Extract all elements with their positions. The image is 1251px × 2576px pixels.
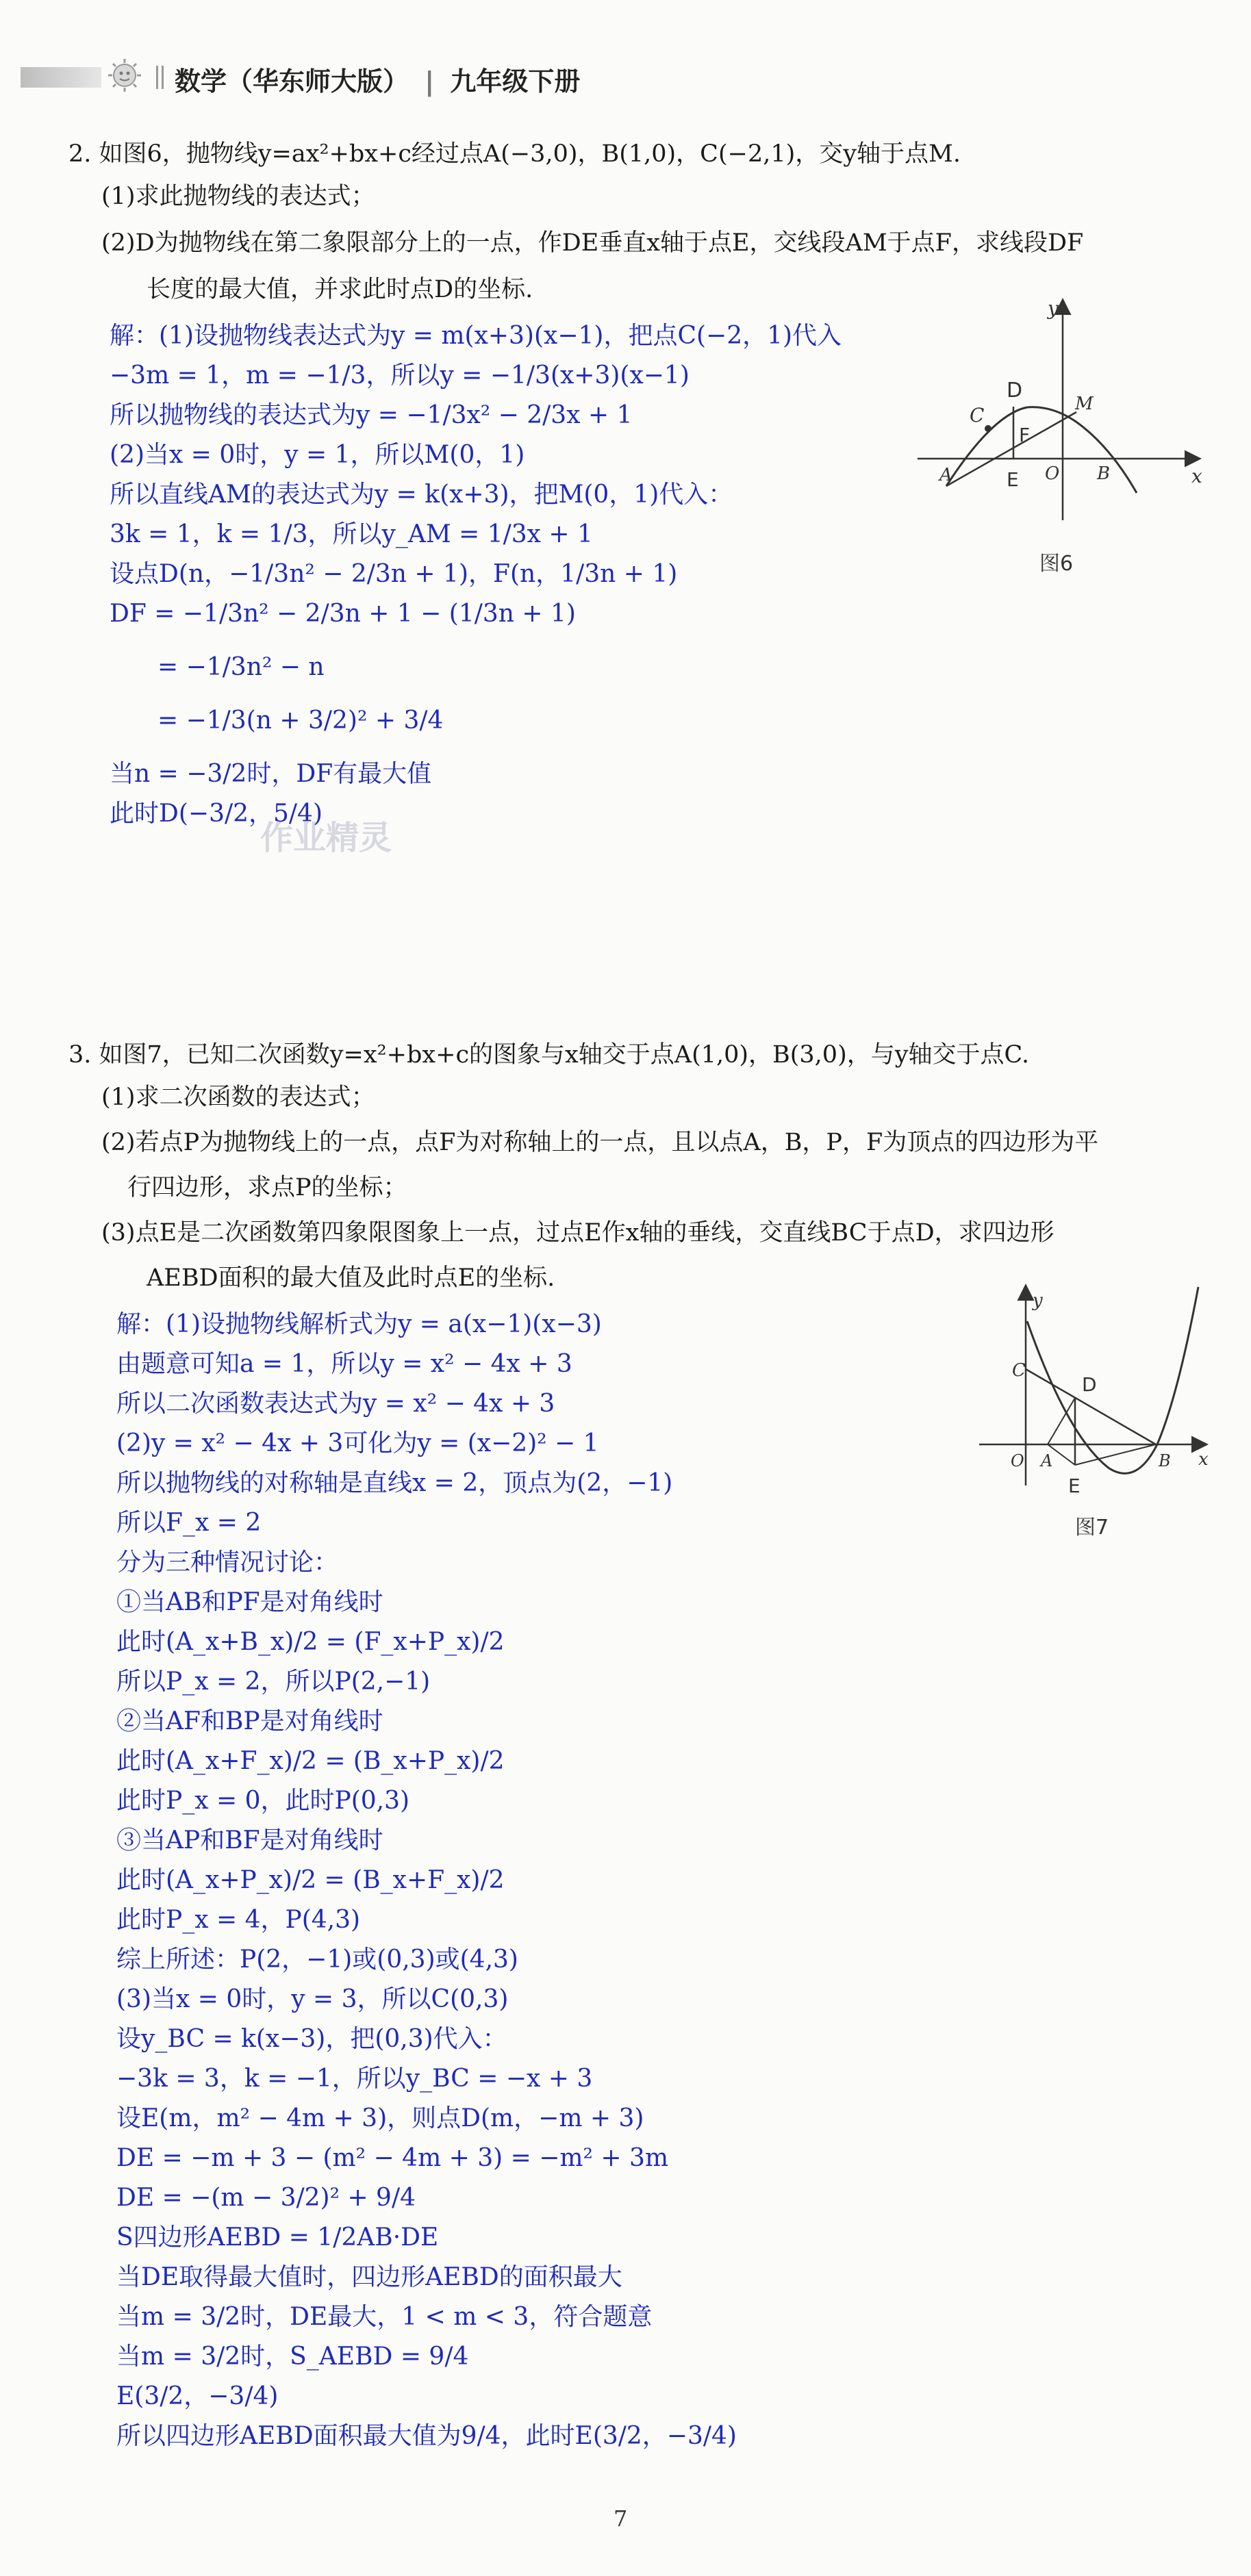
svg-text:x: x: [1191, 465, 1202, 487]
svg-text:E: E: [1007, 468, 1019, 491]
q2-part2-line1: (2)D为抛物线在第二象限部分上的一点，作DE垂直x轴于点E，交线段AM于点F，求线段DF: [101, 229, 1084, 257]
figure-6-graph: [911, 288, 1212, 541]
q2-sol-line: (2)当x = 0时，y = 1，所以M(0，1): [110, 441, 525, 469]
q2-sol-line: = −1/3(n + 3/2)² + 3/4: [157, 706, 444, 735]
svg-text:E: E: [1068, 1475, 1081, 1497]
q3-sol-line: (3)当x = 0时，y = 3，所以C(0,3): [116, 1985, 509, 2013]
q2-sol-line: 解：(1)设抛物线表达式为y = m(x+3)(x−1)，把点C(−2，1)代入: [110, 322, 842, 350]
svg-text:A: A: [1041, 1451, 1053, 1470]
q3-sol-line: 此时(A_x+F_x)/2 = (B_x+P_x)/2: [116, 1747, 505, 1775]
q3-sol-line: −3k = 3，k = −1，所以y_BC = −x + 3: [116, 2065, 593, 2093]
q3-sol-line: 此时(A_x+B_x)/2 = (F_x+P_x)/2: [116, 1628, 505, 1656]
svg-text:x: x: [1198, 1449, 1209, 1470]
q3-part2-line1: (2)若点P为抛物线上的一点，点F为对称轴上的一点，且以点A，B，P，F为顶点的四边形为平: [101, 1129, 1099, 1156]
q2-sol-line: 此时D(−3/2，5/4): [110, 800, 323, 828]
svg-text:M: M: [1075, 394, 1094, 414]
figure-6: [911, 288, 1212, 576]
svg-text:y: y: [1048, 297, 1059, 320]
svg-text:A: A: [939, 465, 952, 485]
q3-sol-line: ②当AF和BP是对角线时: [116, 1707, 383, 1735]
header-separator: [156, 66, 164, 89]
q3-sol-line: 当DE取得最大值时，四边形AEBD的面积最大: [116, 2263, 622, 2291]
svg-text:C: C: [970, 404, 985, 426]
q3-sol-line: 由题意可知a = 1，所以y = x² − 4x + 3: [116, 1350, 572, 1378]
q3-sol-line: 所以四边形AEBD面积最大值为9/4，此时E(3/2，−3/4): [116, 2422, 737, 2450]
q3-solution: [116, 1305, 737, 2456]
q2-sol-line: 所以直线AM的表达式为y = k(x+3)，把M(0，1)代入：: [110, 481, 733, 509]
watermark: 作业精灵: [260, 819, 392, 857]
q2-stem: 2. 如图6，抛物线y=ax²+bx+c经过点A(−3,0)，B(1,0)，C(−2,1)，交y轴于点M.: [68, 140, 961, 168]
svg-text:B: B: [1159, 1451, 1171, 1470]
q3-sol-line: 当m = 3/2时，DE最大，1 < m < 3，符合题意: [116, 2303, 653, 2331]
q3-sol-line: 此时(A_x+P_x)/2 = (B_x+F_x)/2: [116, 1866, 505, 1894]
svg-text:C: C: [1012, 1360, 1026, 1381]
q2-part2-line2: 长度的最大值，并求此时点D的坐标.: [147, 276, 533, 303]
q3-sol-line: 此时P_x = 0，此时P(0,3): [116, 1787, 410, 1815]
q3-sol-line: 分为三种情况讨论：: [116, 1548, 339, 1577]
svg-text:D: D: [1082, 1373, 1097, 1396]
figure-7-graph: [972, 1280, 1219, 1506]
q3-part3-line2: AEBD面积的最大值及此时点E的坐标.: [147, 1264, 555, 1292]
header-title: 数学（华东师大版） | 九年级下册: [175, 66, 581, 97]
q3-sol-line: S四边形AEBD = 1/2AB·DE: [116, 2223, 439, 2252]
q2-sol-line: 3k = 1，k = 1/3，所以y_AM = 1/3x + 1: [110, 520, 593, 548]
q2-sol-line: 所以抛物线的表达式为y = −1/3x² − 2/3x + 1: [110, 401, 633, 429]
svg-text:y: y: [1033, 1290, 1043, 1311]
header-logo-icon: [104, 56, 145, 97]
q3-sol-line: ③当AP和BF是对角线时: [116, 1826, 383, 1854]
q3-sol-line: ①当AB和PF是对角线时: [116, 1588, 383, 1616]
svg-text:O: O: [1045, 463, 1060, 484]
svg-text:B: B: [1097, 463, 1111, 484]
q3-stem: 3. 如图7，已知二次函数y=x²+bx+c的图象与x轴交于点A(1,0)，B(3,0)，与y轴交于点C.: [68, 1041, 1030, 1069]
q3-part1: (1)求二次函数的表达式；: [101, 1084, 375, 1111]
svg-text:D: D: [1007, 379, 1023, 403]
q3-sol-line: DE = −(m − 3/2)² + 9/4: [116, 2184, 416, 2212]
figure-6-caption: 图6: [1039, 552, 1074, 576]
header-decoration-bar: [21, 67, 101, 88]
q3-part3-line1: (3)点E是二次函数第四象限图象上一点，过点E作x轴的垂线，交直线BC于点D，求四边形: [101, 1219, 1054, 1247]
q2-sol-line: 当n = −3/2时，DF有最大值: [110, 760, 432, 788]
figure-7: [972, 1280, 1219, 1540]
q3-sol-line: 所以二次函数表达式为y = x² − 4x + 3: [116, 1390, 555, 1418]
q3-sol-line: 解：(1)设抛物线解析式为y = a(x−1)(x−3): [116, 1310, 602, 1338]
q2-sol-line: −3m = 1，m = −1/3，所以y = −1/3(x+3)(x−1): [110, 361, 690, 390]
q3-sol-line: (2)y = x² − 4x + 3可化为y = (x−2)² − 1: [116, 1429, 599, 1457]
q3-sol-line: 所以抛物线的对称轴是直线x = 2，顶点为(2，−1): [116, 1469, 673, 1497]
q2-part1: (1)求此抛物线的表达式；: [101, 183, 375, 210]
q3-sol-line: 所以P_x = 2，所以P(2,−1): [116, 1668, 431, 1696]
q3-sol-line: E(3/2，−3/4): [116, 2382, 279, 2410]
q3-sol-line: 设y_BC = k(x−3)，把(0,3)代入：: [116, 2025, 507, 2053]
q2-solution: [110, 316, 842, 834]
page-number: 7: [614, 2505, 628, 2532]
q3-sol-line: 当m = 3/2时，S_AEBD = 9/4: [116, 2343, 469, 2371]
figure-7-caption: 图7: [1075, 1516, 1109, 1540]
q3-sol-line: 此时P_x = 4，P(4,3): [116, 1906, 361, 1934]
svg-text:F: F: [1019, 424, 1031, 446]
q3-part2-line2: 行四边形，求点P的坐标；: [127, 1174, 407, 1201]
q2-sol-line: = −1/3n² − n: [157, 653, 325, 681]
q2-sol-line: DF = −1/3n² − 2/3n + 1 − (1/3n + 1): [110, 600, 576, 628]
svg-text:O: O: [1011, 1451, 1024, 1470]
q3-sol-line: 所以F_x = 2: [116, 1509, 262, 1537]
q2-sol-line: 设点D(n，−1/3n² − 2/3n + 1)，F(n，1/3n + 1): [110, 560, 678, 588]
q3-sol-line: 设E(m，m² − 4m + 3)，则点D(m，−m + 3): [116, 2104, 644, 2132]
q3-sol-line: DE = −m + 3 − (m² − 4m + 3) = −m² + 3m: [116, 2144, 669, 2172]
q3-sol-line: 综上所述：P(2，−1)或(0,3)或(4,3): [116, 1946, 518, 1974]
